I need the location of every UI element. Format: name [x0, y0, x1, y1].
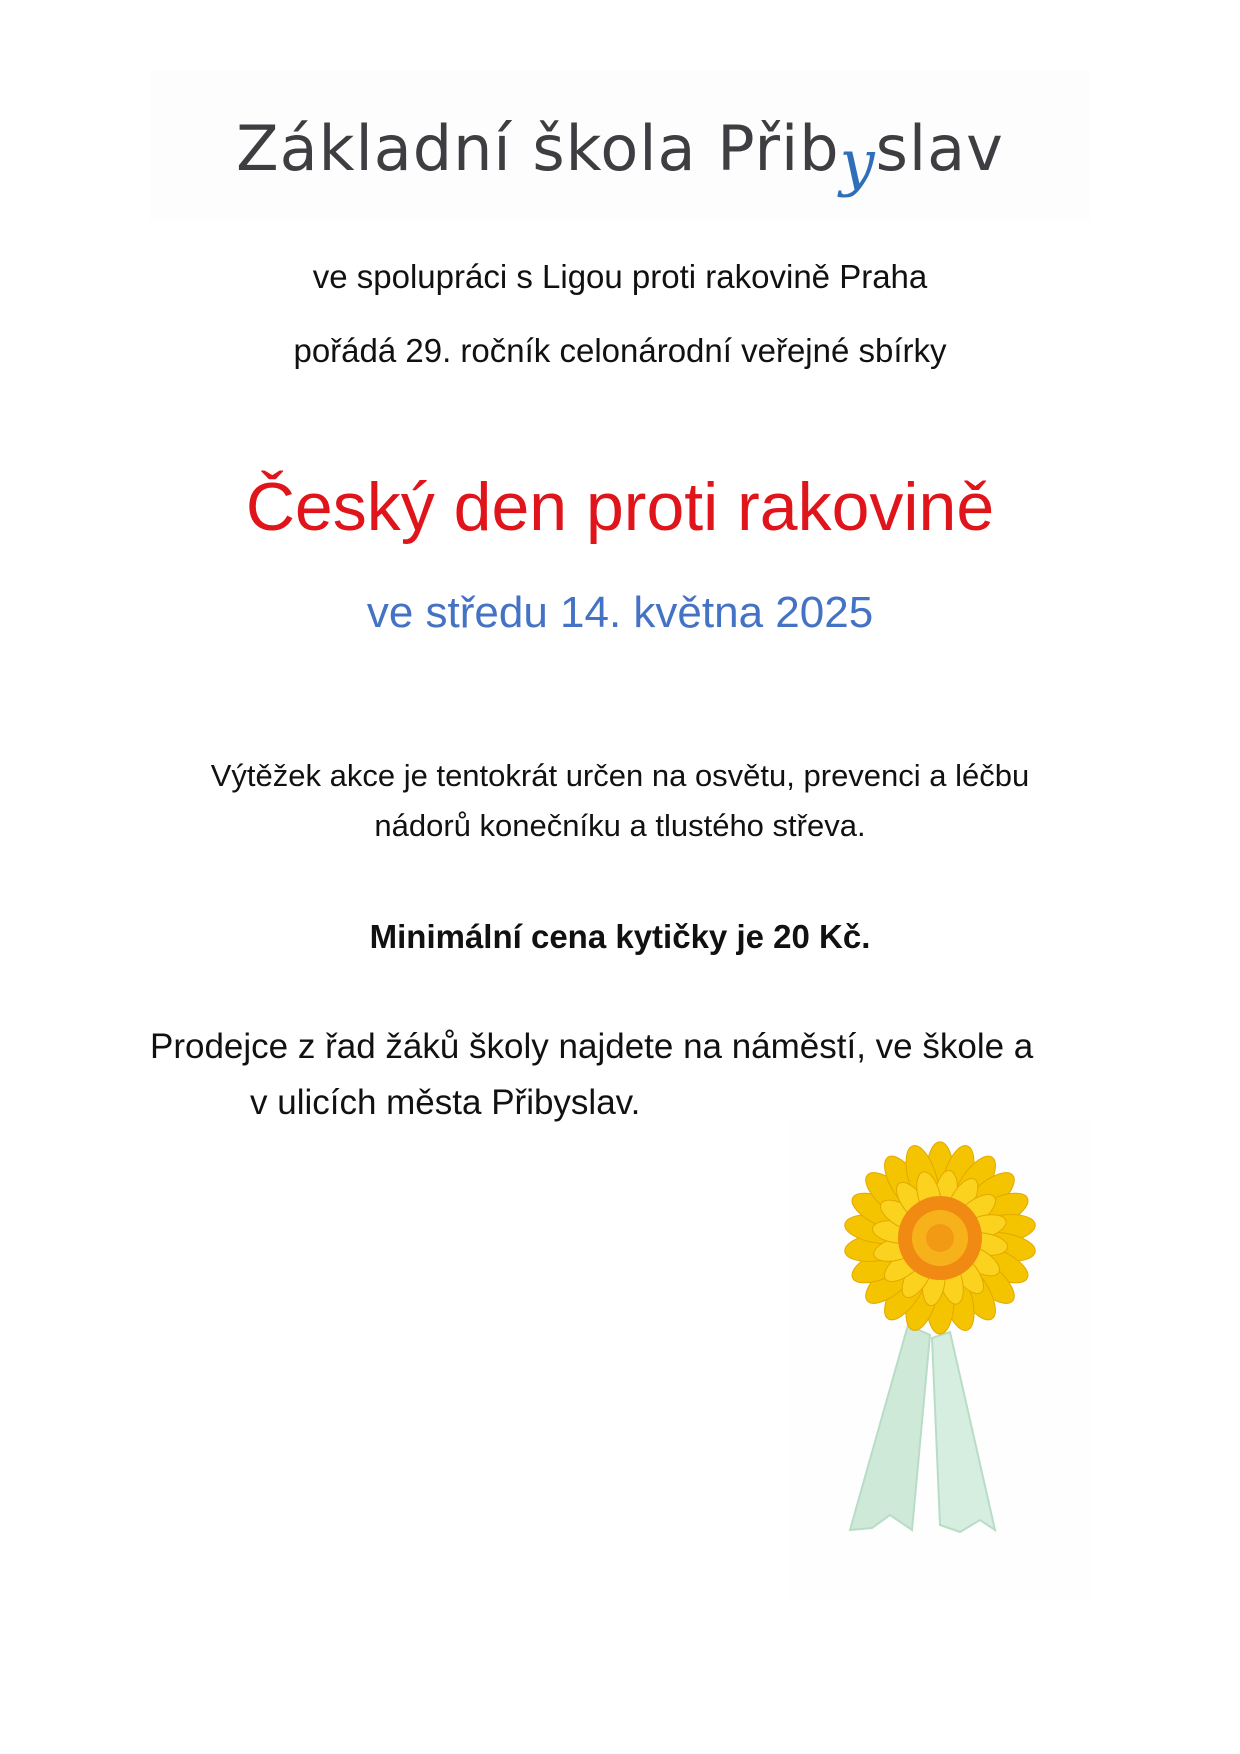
sellers-line-1: Prodejce z řad žáků školy najdete na náměstí, ve škole a: [150, 1027, 1034, 1066]
ribbon-left: [850, 1325, 930, 1530]
flower-center-core: [926, 1224, 954, 1252]
ribbon-right: [932, 1332, 995, 1532]
purpose-line-2: nádorů konečníku a tlustého střeva.: [374, 808, 866, 843]
daffodil-ribbon-illustration: [790, 1120, 1090, 1600]
purpose-line-1: Výtěžek akce je tentokrát určen na osvětu, prevenci a léčbu: [210, 758, 1030, 793]
event-date: ve středu 14. května 2025: [366, 588, 874, 637]
sellers-line-2: v ulicích města Přibyslav.: [250, 1083, 641, 1122]
school-logo-text: [150, 112, 1090, 199]
event-title: Český den proti rakovině: [245, 469, 995, 545]
intro-line-1: ve spolupráci s Ligou proti rakovině Praha: [312, 258, 928, 295]
school-logo-accent-y: y: [839, 126, 876, 199]
yellow-daffodil-flower-with-green-ribbon-icon: [790, 1120, 1090, 1600]
school-logo: [150, 70, 1090, 220]
school-logo-part-1: Základní škola Přib: [236, 112, 840, 185]
price-note: Minimální cena kytičky je 20 Kč.: [369, 918, 871, 955]
school-logo-part-2: slav: [875, 112, 1004, 185]
intro-line-2: pořádá 29. ročník celonárodní veřejné sbírky: [293, 332, 947, 369]
